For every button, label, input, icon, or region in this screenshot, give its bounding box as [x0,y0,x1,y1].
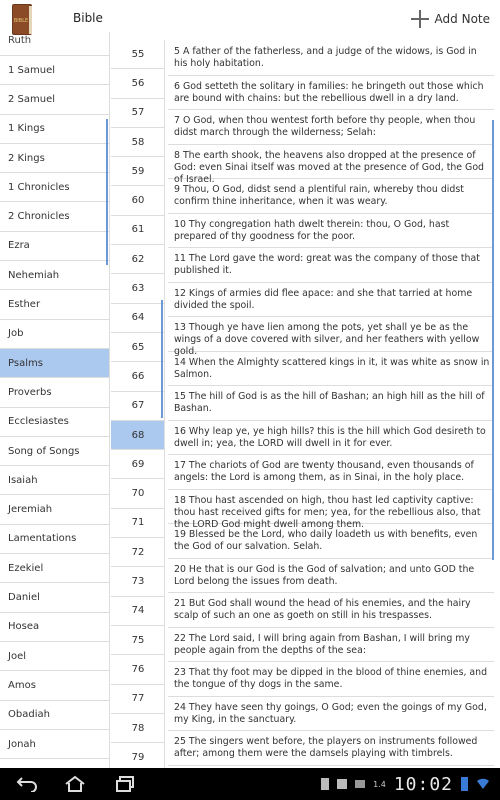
chapter-item[interactable]: 71 [111,509,165,538]
clock: 10:02 [393,773,453,795]
add-note-button[interactable] [411,9,490,29]
verse-item[interactable]: 25 The singers went before, the players on instruments followed after; among them were the damsels playing with timbrels. [168,733,494,766]
chapter-item[interactable]: 60 [111,187,165,216]
chapter-item[interactable]: 56 [111,69,165,98]
plus-icon [411,10,429,28]
book-item[interactable]: Obadiah [0,701,110,730]
home-icon [64,775,86,793]
chapter-item[interactable]: 79 [111,743,165,768]
chapter-item[interactable]: 55 [111,40,165,69]
verse-item[interactable]: 14 When the Almighty scattered kings in it, it was white as snow in Salmon. [168,354,494,387]
book-item[interactable]: 1 Samuel [0,56,110,85]
chapter-item[interactable]: 76 [111,655,165,684]
chapter-item[interactable]: 73 [111,567,165,596]
verses-list[interactable] [168,40,500,768]
chapters-list[interactable] [111,40,165,768]
book-item[interactable]: Esther [0,290,110,319]
book-item[interactable]: Isaiah [0,466,110,495]
wifi-icon [476,775,490,794]
book-item[interactable]: Ezra [0,232,110,261]
verse-item[interactable]: 10 Thy congregation hath dwelt therein: thou, O God, hast prepared of thy goodness for the poor. [168,216,494,249]
verse-item[interactable]: 23 That thy foot may be dipped in the blood of thine enemies, and the tongue of thy dogs in the same. [168,664,494,697]
book-item[interactable]: 2 Samuel [0,85,110,114]
book-item[interactable]: Ezekiel [0,554,110,583]
verse-item[interactable]: 21 But God shall wound the head of his enemies, and the hairy scalp of such an one as goeth on still in his trespasses. [168,595,494,628]
book-item[interactable]: Psalms [0,349,110,378]
book-item-partial[interactable]: Ruth [0,32,110,56]
home-button[interactable] [60,772,90,796]
books-scrollbar[interactable] [106,119,108,265]
verse-item[interactable]: 15 The hill of God is as the hill of Bashan; an high hill as the hill of Bashan. [168,388,494,421]
back-button[interactable] [12,772,42,796]
chapter-item[interactable]: 74 [111,597,165,626]
book-item[interactable]: Joel [0,642,110,671]
book-item[interactable]: 2 Kings [0,144,110,173]
book-item[interactable]: Ecclesiastes [0,408,110,437]
book-item[interactable]: Jeremiah [0,496,110,525]
chapters-scrollbar[interactable] [161,300,163,418]
book-item[interactable]: Nehemiah [0,261,110,290]
chapter-item[interactable]: 58 [111,128,165,157]
chapter-item[interactable]: 61 [111,216,165,245]
chapter-item[interactable]: 70 [111,480,165,509]
verse-item[interactable]: 19 Blessed be the Lord, who daily loadeth us with benefits, even the God of our salvation. Selah. [168,526,494,559]
book-item[interactable]: 2 Chronicles [0,203,110,232]
verse-item[interactable]: 8 The earth shook, the heavens also dropped at the presence of God: even Sinai itself was moved at the presence of God, the God of Israel. [168,147,494,180]
chapter-item[interactable]: 69 [111,450,165,479]
chapter-item[interactable]: 67 [111,392,165,421]
book-item[interactable]: Daniel [0,583,110,612]
verse-item[interactable]: 11 The Lord gave the word: great was the company of those that published it. [168,250,494,283]
book-item[interactable]: Hosea [0,613,110,642]
recent-apps-icon [114,775,136,793]
add-note-label: Add Note [434,12,490,26]
chapter-item[interactable]: 65 [111,333,165,362]
svg-text:BIBLE: BIBLE [13,18,29,24]
book-item[interactable]: Proverbs [0,378,110,407]
verse-item[interactable]: 22 The Lord said, I will bring again from Bashan, I will bring my people again from the depths of the sea: [168,630,494,663]
book-item[interactable]: 1 Chronicles [0,173,110,202]
verse-item[interactable]: 20 He that is our God is the God of salvation; and unto GOD the Lord belong the issues from death. [168,561,494,594]
chapter-item[interactable]: 62 [111,245,165,274]
verse-item[interactable]: 13 Though ye have lien among the pots, yet shall ye be as the wings of a dove covered with silver, and her feathers with yellow gold. [168,319,494,352]
status-area[interactable] [321,773,490,795]
verse-item[interactable]: 9 Thou, O God, didst send a plentiful rain, whereby thou didst confirm thine inheritance, when it was weary. [168,181,494,214]
chapter-item[interactable]: 75 [111,626,165,655]
verses-scrollbar[interactable] [492,120,494,560]
verse-item[interactable]: 17 The chariots of God are twenty thousand, even thousands of angels: the Lord is among them, as in Sinai, in the holy place. [168,457,494,490]
app-title: Bible [73,11,103,25]
book-item[interactable]: Song of Songs [0,437,110,466]
chapter-item[interactable]: 63 [111,274,165,303]
recent-apps-button[interactable] [110,772,140,796]
book-item[interactable]: Jonah [0,730,110,759]
verse-item[interactable]: 12 Kings of armies did flee apace: and she that tarried at home divided the spoil. [168,285,494,318]
verse-item[interactable]: 16 Why leap ye, ye high hills? this is the hill which God desireth to dwell in; yea, the LORD will dwell in it for ever. [168,423,494,456]
chapter-item[interactable]: 72 [111,538,165,567]
chapter-item[interactable]: 78 [111,714,165,743]
book-item[interactable]: Job [0,320,110,349]
verse-item[interactable]: 24 They have seen thy goings, O God; even the goings of my God, my King, in the sanctuary. [168,699,494,732]
notification-icon [321,778,329,790]
book-item[interactable]: 1 Kings [0,115,110,144]
chapter-item[interactable]: 59 [111,157,165,186]
chapter-item[interactable]: 68 [111,421,165,450]
book-item[interactable]: Lamentations [0,525,110,554]
small-status-label: 1.4 [373,779,386,789]
verse-item[interactable]: 5 A father of the fatherless, and a judge of the widows, is God in his holy habitation. [168,43,494,76]
battery-icon [461,777,468,791]
verse-item[interactable]: 7 O God, when thou wentest forth before thy people, when thou didst march through the wilderness; Selah: [168,112,494,145]
verse-item[interactable]: 18 Thou hast ascended on high, thou hast led captivity captive: thou hast received gifts for men; yea, for the rebellious also, that the LORD God might dwell among them. [168,492,494,525]
chapter-item[interactable]: 77 [111,685,165,714]
book-item[interactable]: Amos [0,671,110,700]
back-arrow-icon [16,776,38,792]
usb-icon [355,780,365,788]
books-list[interactable] [0,32,110,768]
verse-item[interactable]: 6 God setteth the solitary in families: he bringeth out those which are bound with chains: but the rebellious dwell in a dry land. [168,78,494,111]
system-bar [0,768,500,800]
store-icon [337,779,347,789]
chapter-item[interactable]: 57 [111,99,165,128]
chapter-item[interactable]: 64 [111,304,165,333]
chapter-item[interactable]: 66 [111,362,165,391]
